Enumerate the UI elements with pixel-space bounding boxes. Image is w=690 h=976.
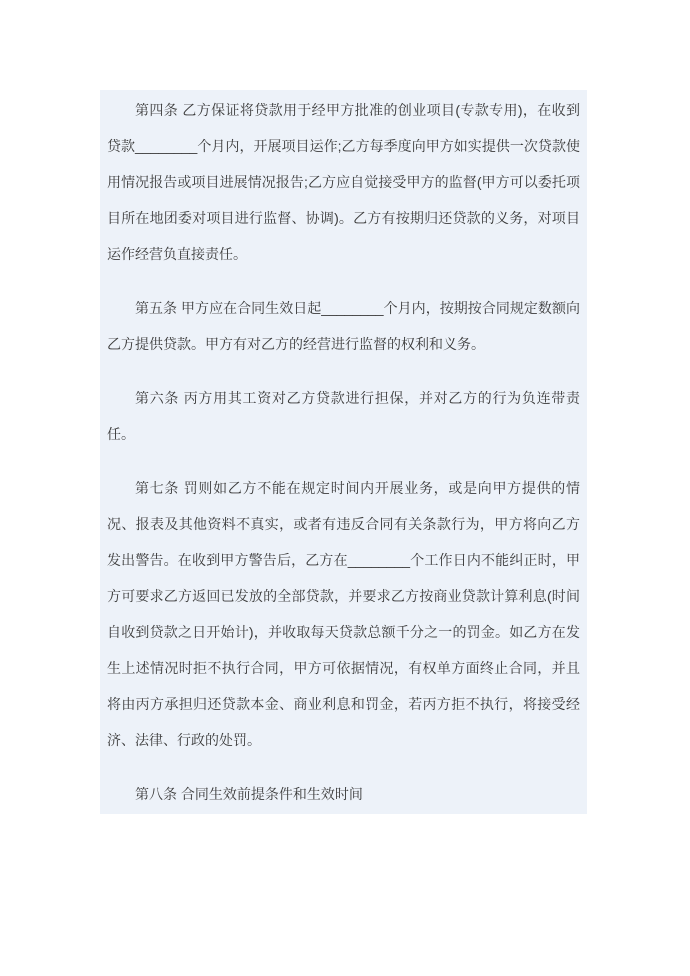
contract-paragraph: 第六条 丙方用其工资对乙方贷款进行担保，并对乙方的行为负连带责任。 [107, 390, 580, 442]
contract-paragraph: 第八条 合同生效前提条件和生效时间 [135, 786, 363, 802]
contract-text-panel [100, 90, 587, 814]
contract-paragraph: 第四条 乙方保证将贷款用于经甲方批准的创业项目(专款专用)，在收到贷款________个月内，开展项目运作;乙方每季度向甲方如实提供一次贷款使用情况报告或项目进展情况报告;乙方应自觉接受甲方的监督(甲方可以委托项目所在地团委对项目进行监督、协调)。乙方有按期归还贷款的义务，对项目运作经营负直接责任。 [107, 102, 580, 262]
contract-paragraph: 第五条 甲方应在合同生效日起________个月内，按期按合同规定数额向乙方提供贷款。甲方有对乙方的经营进行监督的权利和义务。 [107, 300, 580, 352]
contract-paragraph: 第七条 罚则如乙方不能在规定时间内开展业务，或是向甲方提供的情况、报表及其他资料不真实，或者有违反合同有关条款行为，甲方将向乙方发出警告。在收到甲方警告后，乙方在________个工作日内不能纠正时，甲方可要求乙方返回已发放的全部贷款，并要求乙方按商业贷款计算利息(时间自收到贷款之日开始计)，并收取每天贷款总额千分之一的罚金。如乙方在发生上述情况时拒不执行合同，甲方可依据情况，有权单方面终止合同，并且将由丙方承担归还贷款本金、商业利息和罚金，若丙方拒不执行，将接受经济、法律、行政的处罚。 [107, 480, 580, 748]
